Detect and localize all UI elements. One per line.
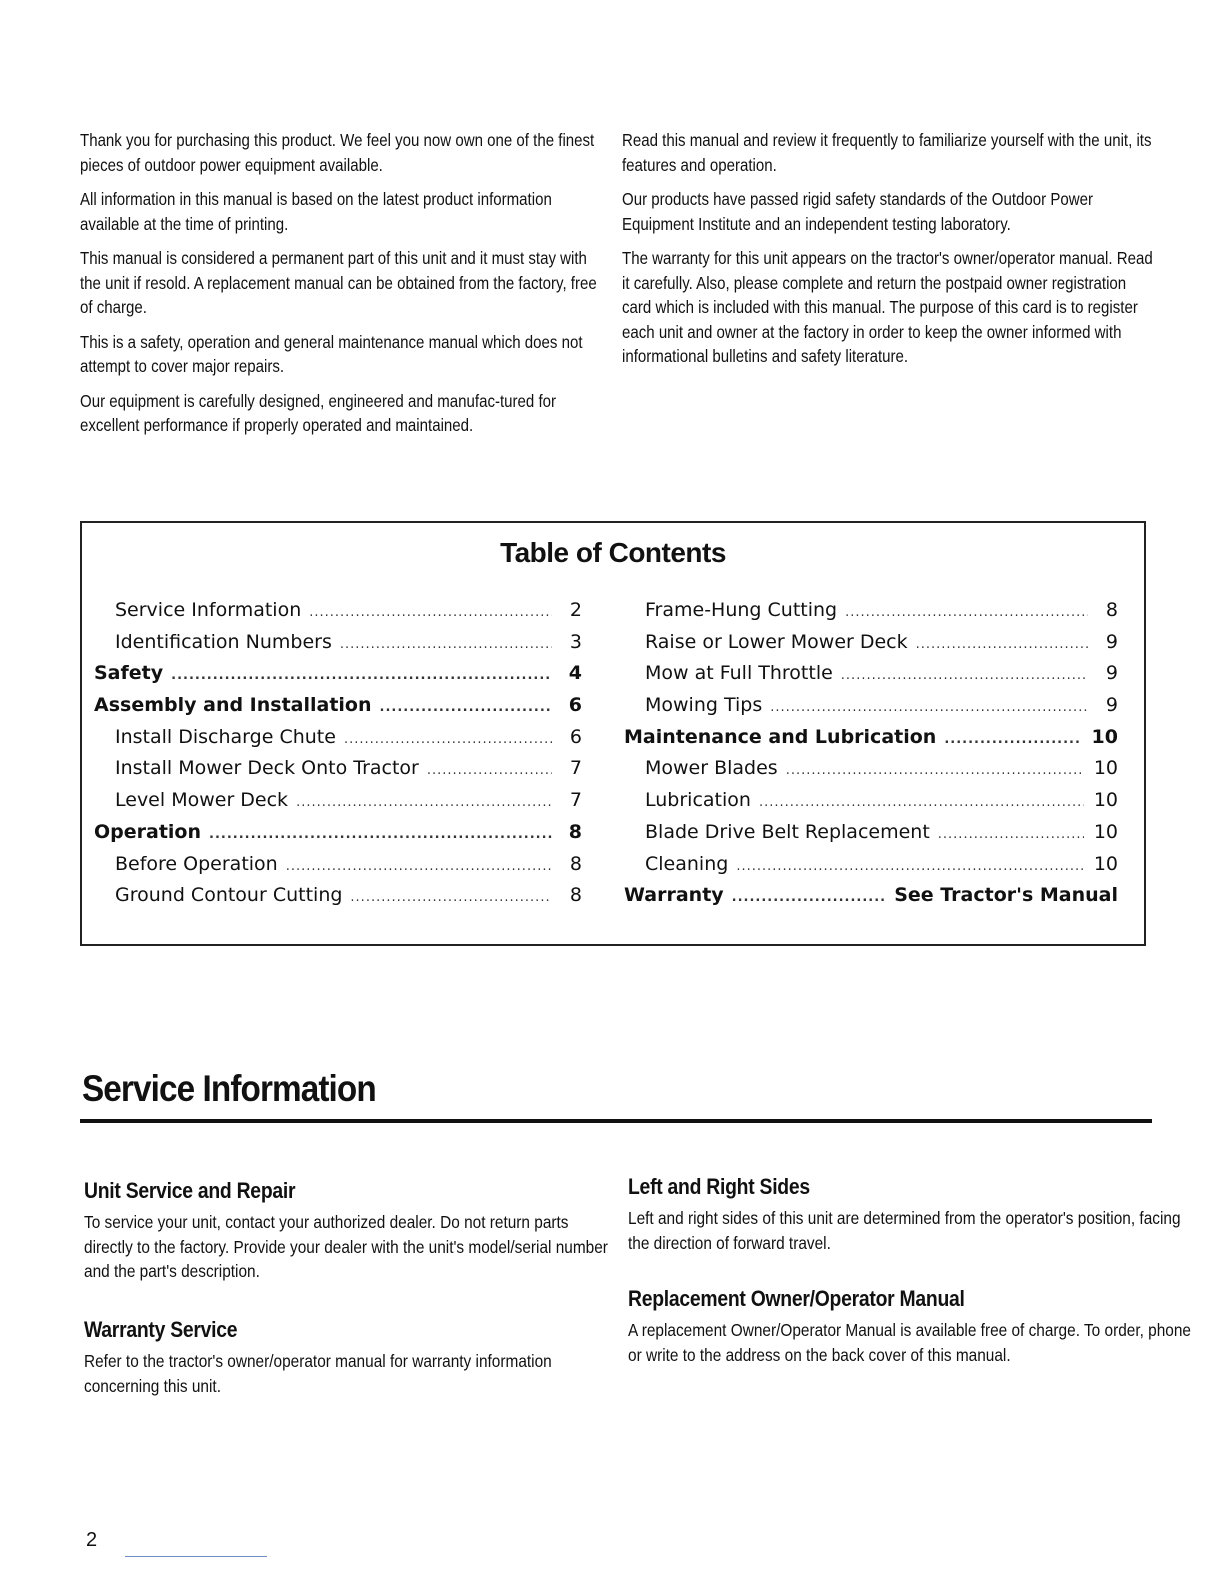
toc-leader-dots: [736, 859, 1084, 874]
toc-entry-label: Lubrication: [645, 789, 751, 812]
toc-entry-label: Cleaning: [645, 852, 729, 875]
toc-entry-label: Warranty: [624, 884, 724, 907]
toc-leader-dots: [786, 763, 1084, 778]
toc-leader-dots: [344, 732, 552, 747]
toc-entry[interactable]: [624, 821, 1118, 853]
toc-entry-label: Install Discharge Chute: [115, 725, 336, 748]
warranty-service-text: Refer to the tractor's owner/operator manual for warranty information concerning this unit.: [84, 1351, 552, 1396]
unit-service-heading: Unit Service and Repair: [84, 1178, 296, 1203]
toc-entry[interactable]: [94, 821, 582, 853]
toc-leader-dots: [841, 668, 1088, 683]
toc-entry[interactable]: [624, 631, 1118, 663]
toc-entry[interactable]: [94, 726, 582, 758]
toc-leader-dots: [350, 890, 552, 905]
toc-entry[interactable]: [94, 757, 582, 789]
toc-entry-page: 9: [1105, 694, 1118, 717]
left-right-sides-block: [628, 1174, 1191, 1255]
toc-entry[interactable]: [624, 726, 1118, 758]
toc-entry-page: 10: [1093, 852, 1118, 875]
toc-entry-page: 8: [569, 852, 582, 875]
toc-entry[interactable]: [624, 757, 1118, 789]
toc-entry-label: Install Mower Deck Onto Tractor: [115, 757, 419, 780]
toc-entry-page: 10: [1093, 757, 1118, 780]
toc-entry-label: Frame-Hung Cutting: [645, 599, 838, 621]
toc-leader-dots: [171, 668, 552, 683]
toc-entry[interactable]: [94, 631, 582, 663]
toc-entry-label: Raise or Lower Mower Deck: [645, 630, 908, 653]
toc-entry[interactable]: [94, 884, 582, 916]
toc-entry-page: 10: [1093, 789, 1118, 812]
toc-entry-label: Service Information: [115, 599, 302, 621]
section-divider: [80, 1119, 1152, 1123]
page-number: 2: [86, 1529, 98, 1551]
toc-entry-page: 7: [569, 757, 582, 780]
intro-paragraph: All information in this manual is based on the latest product information available at the time of printing.: [80, 189, 552, 234]
toc-leader-dots: [340, 637, 552, 652]
toc-entry[interactable]: [624, 694, 1118, 726]
section-title: Service Information: [82, 1068, 376, 1109]
toc-entry-label: Identification Numbers: [115, 630, 332, 653]
toc-entry-label: Maintenance and Lubrication: [624, 725, 937, 748]
intro-paragraph: The warranty for this unit appears on the tractor's owner/operator manual. Read it carefully. Also, please complete and return the postpaid owner registration card which is included with this manual. The purpose of this card is to register each unit and owner at the factory in order to keep the owner informed with informational bulletins and safety literature.: [622, 248, 1153, 366]
toc-leader-dots: [845, 605, 1088, 620]
intro-paragraph: Our products have passed rigid safety standards of the Outdoor Power Equipment Institute and an independent testing laboratory.: [622, 189, 1093, 234]
replacement-manual-block: [628, 1286, 1200, 1367]
toc-entry-page: 2: [569, 599, 582, 621]
toc-entry[interactable]: [624, 789, 1118, 821]
replacement-manual-heading: Replacement Owner/Operator Manual: [628, 1286, 965, 1311]
toc-leader-dots: [944, 732, 1081, 747]
toc-entry[interactable]: [624, 599, 1118, 631]
warranty-service-block: [84, 1317, 612, 1398]
toc-entry-page: 10: [1093, 820, 1118, 843]
toc-right-column: [624, 599, 1118, 916]
toc-left-column: [94, 599, 582, 916]
toc-entry-label: Mowing Tips: [645, 694, 763, 717]
toc-entry-label: Blade Drive Belt Replacement: [645, 820, 930, 843]
toc-entry[interactable]: [624, 662, 1118, 694]
toc-entry[interactable]: [94, 853, 582, 885]
toc-leader-dots: [732, 890, 885, 905]
toc-entry-label: Level Mower Deck: [115, 789, 289, 812]
toc-entry-page: See Tractor's Manual: [894, 884, 1118, 907]
toc-leader-dots: [759, 795, 1084, 810]
toc-entry[interactable]: [624, 853, 1118, 885]
toc-entry-page: 8: [569, 884, 582, 907]
intro-paragraph: Our equipment is carefully designed, engineered and manufac-tured for excellent performance if properly operated and maintained.: [80, 390, 557, 435]
toc-entry-label: Mower Blades: [645, 757, 778, 780]
warranty-service-heading: Warranty Service: [84, 1317, 238, 1342]
left-right-sides-text: Left and right sides of this unit are determined from the operator's position, facing the direction of forward travel.: [628, 1208, 1181, 1253]
toc-leader-dots: [209, 827, 552, 842]
toc-entry-page: 4: [568, 662, 582, 685]
toc-entry-page: 9: [1105, 662, 1118, 685]
toc-entry-page: 8: [1105, 599, 1118, 621]
toc-entry[interactable]: [624, 884, 1118, 916]
footer-line: [125, 1556, 267, 1557]
intro-right-column: [622, 128, 1155, 379]
left-right-sides-heading: Left and Right Sides: [628, 1174, 810, 1199]
intro-paragraph: Read this manual and review it frequently to familiarize yourself with the unit, its features and operation.: [622, 130, 1152, 175]
toc-entry-label: Before Operation: [115, 852, 278, 875]
toc-entry-label: Assembly and Installation: [94, 694, 372, 717]
intro-paragraph: Thank you for purchasing this product. We feel you now own one of the finest pieces of outdoor power equipment available.: [80, 130, 595, 175]
toc-leader-dots: [286, 859, 552, 874]
toc-leader-dots: [916, 637, 1088, 652]
intro-paragraph: This manual is considered a permanent part of this unit and it must stay with the unit if resold. A replacement manual can be obtained from the factory, free of charge.: [80, 248, 597, 317]
intro-paragraph: This is a safety, operation and general maintenance manual which does not attempt to cover major repairs.: [80, 331, 583, 376]
intro-left-column: [80, 128, 605, 448]
unit-service-block: [84, 1178, 612, 1284]
toc-leader-dots: [938, 827, 1084, 842]
toc-entry-page: 9: [1105, 630, 1118, 653]
unit-service-text: To service your unit, contact your authorized dealer. Do not return parts directly to the factory. Provide your dealer with the unit's model/serial number and the part's description.: [84, 1212, 608, 1281]
toc-leader-dots: [770, 700, 1088, 715]
toc-entry-label: Safety: [94, 662, 164, 685]
toc-leader-dots: [309, 605, 552, 620]
toc-entry-page: 10: [1091, 725, 1118, 748]
toc-entry[interactable]: [94, 662, 582, 694]
toc-title: Table of Contents: [500, 537, 726, 568]
replacement-manual-text: A replacement Owner/Operator Manual is available free of charge. To order, phone or write to the address on the back cover of this manual.: [628, 1320, 1192, 1365]
table-of-contents: [80, 521, 1146, 946]
toc-entry-label: Mow at Full Throttle: [645, 662, 833, 685]
toc-entry[interactable]: [94, 694, 582, 726]
toc-entry-label: Operation: [94, 820, 202, 843]
toc-leader-dots: [296, 795, 552, 810]
toc-entry[interactable]: [94, 789, 582, 821]
toc-entry-page: 8: [568, 820, 582, 843]
toc-entry-page: 7: [569, 789, 582, 812]
toc-leader-dots: [380, 700, 552, 715]
toc-entry[interactable]: [94, 599, 582, 631]
toc-entry-page: 6: [569, 725, 582, 748]
toc-entry-label: Ground Contour Cutting: [115, 884, 343, 907]
toc-entry-page: 3: [569, 630, 582, 653]
toc-entry-page: 6: [568, 694, 582, 717]
toc-leader-dots: [427, 763, 552, 778]
